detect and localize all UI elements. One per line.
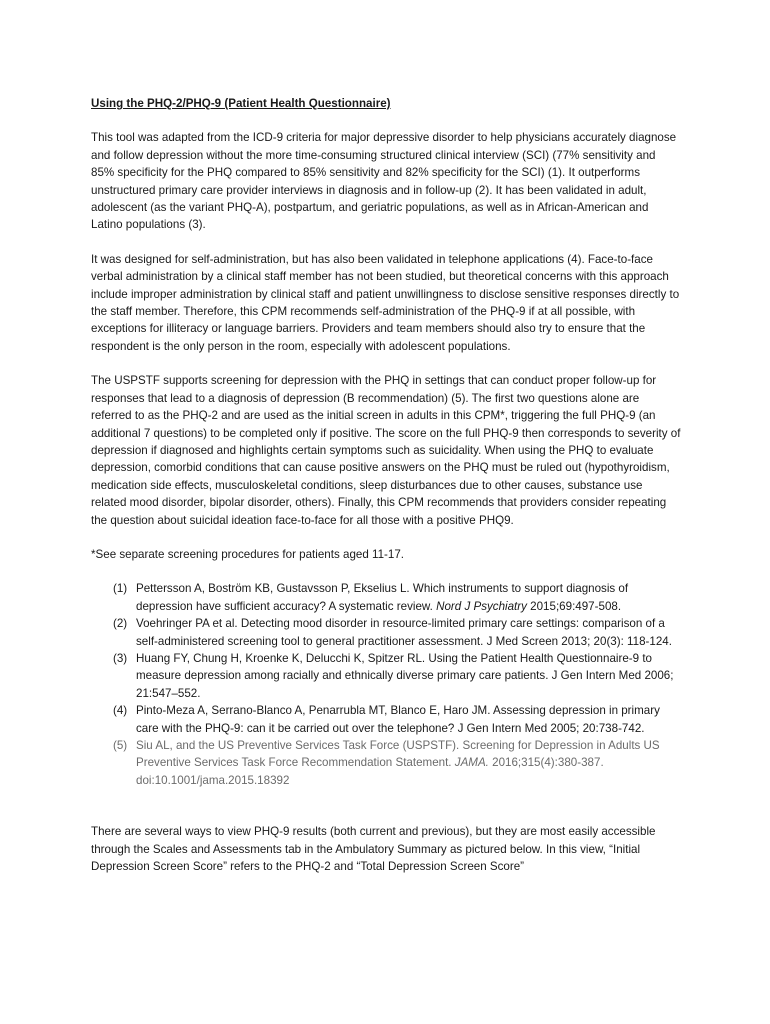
reference-item (113, 702, 681, 737)
paragraph-uspstf: The USPSTF supports screening for depression with the PHQ in settings that can conduct proper follow-up for responses that lead to a diagnosis of depression (B recommendation) (5). The first two questions alone are referred to as the PHQ-2 and are used as the initial screen in adults in this CPM*, triggering the full PHQ-9 (an additional 7 questions) to be completed only if positive. The score on the full PHQ-9 then corresponds to severity of depression if diagnosed and highlights certain symptoms such as suicidality. When using the PHQ to evaluate depression, comorbid conditions that can cause positive answers on the PHQ must be ruled out (hypothyroidism, medication side effects, musculoskeletal conditions, sleep disturbances due to other causes, substance use related mood disorder, bipolar disorder, others). Finally, this CPM recommends that providers consider repeating the question about suicidal ideation face-to-face for all those with a positive PHQ9. (91, 374, 681, 527)
reference-item (113, 580, 681, 615)
paragraph-administration: It was designed for self-administration, but has also been validated in telephone applications (4). Face-to-face verbal administration by a clinical staff member has not been studied, but theoretical concerns with this approach include improper administration by clinical staff and patient unwillingness to disclose sensitive responses directly to the staff member. Therefore, this CPM recommends self-administration of the PHQ-9 if at all possible, with exceptions for illiteracy or language barriers. Providers and team members should also try to ensure that the respondent is the only person in the room, especially with adolescent populations. (91, 252, 680, 353)
document-body (91, 95, 681, 892)
reference-item (113, 615, 681, 650)
paragraph-intro: This tool was adapted from the ICD-9 criteria for major depressive disorder to help physicians accurately diagnose and follow depression without the more time-consuming structured clinical interview (SCI) (77% sensitivity and 85% specificity for the PHQ compared to 85% sensitivity and 82% specificity for the SCI) (1). It outperforms unstructured primary care provider interviews in diagnosis and in follow-up (2). It has been validated in adult, adolescent (as the variant PHQ-A), postpartum, and geriatric populations, as well as in African-American and Latino populations (3). (91, 131, 677, 232)
reference-text: Pinto-Meza A, Serrano-Blanco A, Penarrubla MT, Blanco E, Haro JM. Assessing depression in primary care with the PHQ-9: can it be carried out over the telephone? J Gen Intern Med 2005; 20:738-742. (136, 704, 660, 735)
reference-number: (5) (113, 739, 128, 752)
paragraph-closing: There are several ways to view PHQ-9 results (both current and previous), but they are most easily accessible through the Scales and Assessments tab in the Ambulatory Summary as pictured below. In this view, “Initial Depression Screen Score” refers to the PHQ-2 and “Total Depression Screen Score” (91, 825, 656, 874)
reference-text: Siu AL, and the US Preventive Services Task Force (USPSTF). Screening for Depression in Adults US Preventive Services Task Force Recommendation Statement. (136, 739, 660, 770)
reference-number: (2) (113, 617, 128, 631)
reference-number: (1) (113, 582, 128, 596)
reference-journal: JAMA. (454, 756, 489, 770)
reference-number: (3) (113, 651, 128, 665)
reference-number: (4) (113, 704, 128, 718)
reference-item (113, 737, 681, 789)
reference-list (91, 580, 681, 789)
reference-text: Huang FY, Chung H, Kroenke K, Delucchi K, Spitzer RL. Using the Patient Health Questionnaire-9 to measure depression among racially and ethnically diverse primary care patients. J Gen Intern Med 2006; 21:547–552. (136, 651, 674, 700)
reference-text: Pettersson A, Boström KB, Gustavsson P, Ekselius L. Which instruments to support diagnosis of depression have sufficient accuracy? A systematic review. (136, 582, 629, 613)
document-title: Using the PHQ-2/PHQ-9 (Patient Health Questionnaire) (91, 97, 391, 110)
reference-text: Voehringer PA et al. Detecting mood disorder in resource-limited primary care settings: comparison of a self-administered screening tool to general practitioner assessment. J Med Screen 2013; 20(3): 118-124. (136, 617, 672, 648)
reference-citation: 2016;315(4):380-387. doi:10.1001/jama.2015.18392 (136, 756, 604, 787)
screening-note: *See separate screening procedures for patients aged 11-17. (91, 547, 405, 561)
reference-citation: 2015;69:497-508. (526, 599, 622, 613)
reference-item (113, 650, 681, 702)
reference-journal: Nord J Psychiatry (436, 599, 527, 613)
